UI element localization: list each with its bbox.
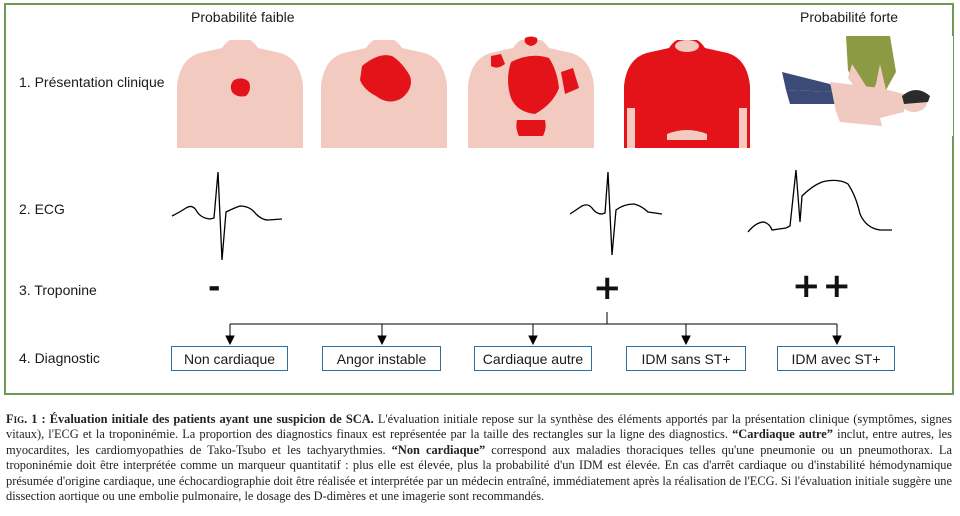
caption-text-1: L'évaluation initiale repose sur la synthèse des éléments apportés par la présentation clinique (symptômes, signes vitaux), l'ECG et la troponinémie. La proportion des diagnostics finaux est représentée par la taille des rectangles sur la ligne des diagnostics. (6, 412, 952, 442)
header-high-probability: Probabilité forte (800, 9, 899, 25)
torso-small-pain (177, 40, 303, 148)
figure-caption (6, 412, 952, 504)
row-label-troponin: 3. Troponine (19, 282, 97, 298)
arrow-head (226, 336, 234, 344)
troponin-negative-mark: - (208, 270, 221, 305)
header-low-probability: Probabilité faible (191, 9, 295, 25)
ecg-st-depression (570, 172, 662, 255)
caption-text-3: correspond aux maladies thoraciques telles qu'une pneumonie ou un pneumothorax. La troponinémie doit être interprétée comme un marqueur quantitatif : plus elle est élevée, plus la probabilité d'un IDM est élevée. En cas d'arrêt cardiaque ou d'instabilité hémodynamique présumée d'origine cardiaque, une échocardiographie doit être réalisée et interprétée par un médecin entraîné, immédiatement après la réalisation de l'ECG. Si l'évaluation initiale suggère une dissection aortique ou une embolie pulmonaire, le dosage des D-dimères et une imagerie sont recommandés. (6, 442, 952, 504)
diagnosis-box-non-cardiac: Non cardiaque (171, 346, 288, 371)
arrow-head (682, 336, 690, 344)
arrow-head (529, 336, 537, 344)
caption-text-2: inclut, entre autres, les myocardites, les cardiomyopathies de Tako-Tsubo et les tachyarythmies. (6, 427, 952, 457)
ecg-traces (172, 170, 892, 260)
arrow-head (378, 336, 386, 344)
diagnostic-connector (226, 312, 841, 344)
row-label-ecg: 2. ECG (19, 201, 65, 217)
diagnosis-box-nstemi: IDM sans ST+ (626, 346, 746, 371)
ecg-st-elevation (748, 170, 892, 232)
torso-chest-pain (321, 40, 447, 148)
diagnosis-box-unstable-angina: Angor instable (322, 346, 441, 371)
row-label-clinical: 1. Présentation clinique (19, 74, 165, 90)
cpr-illustration (780, 36, 953, 136)
ecg-normal (172, 172, 282, 260)
caption-fig-label: Fig. 1 : (6, 412, 46, 426)
troponin-strong-mark: ++ (792, 266, 853, 306)
row-label-diagnostic: 4. Diagnostic (19, 350, 100, 366)
diagnosis-box-other-cardiac: Cardiaque autre (474, 346, 592, 371)
torso-radiating-pain (468, 37, 594, 149)
troponin-positive-mark: + (593, 268, 622, 308)
diagnosis-box-stemi: IDM avec ST+ (777, 346, 895, 371)
caption-term-non-cardiac: “Non cardiaque” (391, 442, 486, 457)
arrow-head (833, 336, 841, 344)
caption-term-other-cardiac: “Cardiaque autre” (732, 427, 834, 442)
caption-title: Évaluation initiale des patients ayant une suspicion de SCA. (49, 412, 374, 426)
torso-diffuse-pain (624, 40, 750, 148)
